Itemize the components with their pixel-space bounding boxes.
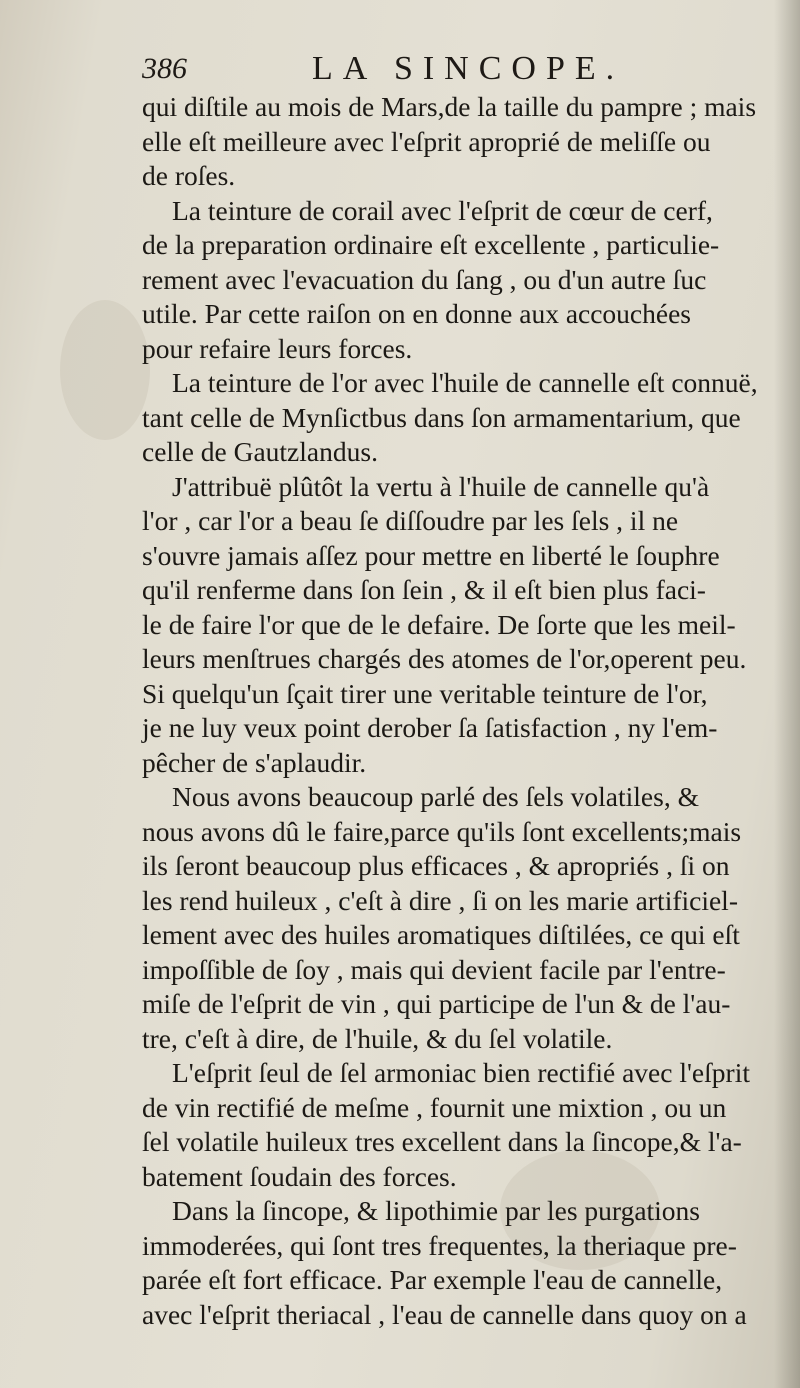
text-line: pour refaire leurs forces. [142, 332, 413, 364]
text-line: de la preparation ordinaire eſt excellente , particulie- [142, 229, 720, 260]
text-line: de vin rectifié de meſme , fournit une mixtion , ou un [142, 1091, 727, 1123]
text-line: de roſes. [142, 160, 236, 191]
text-line: qui diſtile au mois de Mars,de la taille du pampre ; mais [142, 91, 757, 122]
text-line: lement avec des huiles aromatiques diſtilées, ce qui eſt [142, 919, 740, 950]
text-line: les rend huileux , c'eſt à dire , ſi on les marie artificiel- [142, 884, 738, 916]
text-line: Nous avons beaucoup parlé des ſels volatiles, & [172, 781, 699, 812]
text-line: le de faire l'or que de le defaire. De ſorte que les meil- [142, 608, 736, 640]
text-line: L'eſprit ſeul de ſel armoniac bien rectifié avec l'eſprit [172, 1057, 750, 1088]
running-title: LA SINCOPE. [312, 50, 625, 87]
text-line: La teinture de l'or avec l'huile de cannelle eſt connuë, [172, 367, 758, 398]
text-line: avec l'eſprit theriacal , l'eau de cannelle dans quoy on a [142, 1298, 747, 1330]
paper-stain [60, 300, 150, 440]
text-line: je ne luy veux point derober ſa ſatisfaction , ny l'em- [142, 712, 718, 743]
text-line: parée eſt fort efficace. Par exemple l'eau de cannelle, [142, 1264, 723, 1295]
text-line: l'or , car l'or a beau ſe diſſoudre par les ſels , il ne [142, 505, 679, 536]
text-line: celle de Gautzlandus. [142, 436, 378, 467]
text-line: qu'il renferme dans ſon ſein , & il eſt bien plus faci- [142, 574, 706, 605]
text-line: Dans la ſincope, & lipothimie par les purgations [172, 1195, 701, 1226]
text-line: Si quelqu'un ſçait tirer une veritable teinture de l'or, [142, 677, 708, 709]
text-line: batement ſoudain des forces. [142, 1160, 457, 1192]
text-line: tant celle de Mynſictbus dans ſon armamentarium, que [142, 401, 741, 433]
text-line: leurs menſtrues chargés des atomes de l'or,operent peu. [142, 643, 747, 674]
page-number: 386 [142, 52, 187, 85]
text-line: pêcher de s'aplaudir. [142, 746, 367, 778]
text-line: J'attribuë plûtôt la vertu à l'huile de cannelle qu'à [172, 470, 710, 502]
text-line: miſe de l'eſprit de vin , qui participe de l'un & de l'au- [142, 988, 731, 1019]
text-block [142, 90, 790, 1332]
text-line: ſel volatile huileux tres excellent dans la ſincope,& l'a- [142, 1126, 742, 1157]
text-line: elle eſt meilleure avec l'eſprit aproprié de meliſſe ou [142, 125, 711, 157]
text-line: tre, c'eſt à dire, de l'huile, & du ſel volatile. [142, 1022, 613, 1054]
text-line: ils ſeront beaucoup plus efficaces , & apropriés , ſi on [142, 850, 730, 881]
running-head [142, 52, 782, 92]
text-line: rement avec l'evacuation du ſang , ou d'un autre ſuc [142, 263, 707, 295]
text-line: La teinture de corail avec l'eſprit de cœur de cerf, [172, 194, 713, 226]
text-line: immoderées, qui ſont tres frequentes, la theriaque pre- [142, 1229, 737, 1261]
text-line: utile. Par cette raiſon on en donne aux accouchées [142, 298, 692, 329]
text-line: s'ouvre jamais aſſez pour mettre en liberté le ſouphre [142, 539, 720, 571]
text-line: nous avons dû le faire,parce qu'ils ſont excellents;mais [142, 815, 742, 847]
text-line: impoſſible de ſoy , mais qui devient facile par l'entre- [142, 953, 726, 985]
